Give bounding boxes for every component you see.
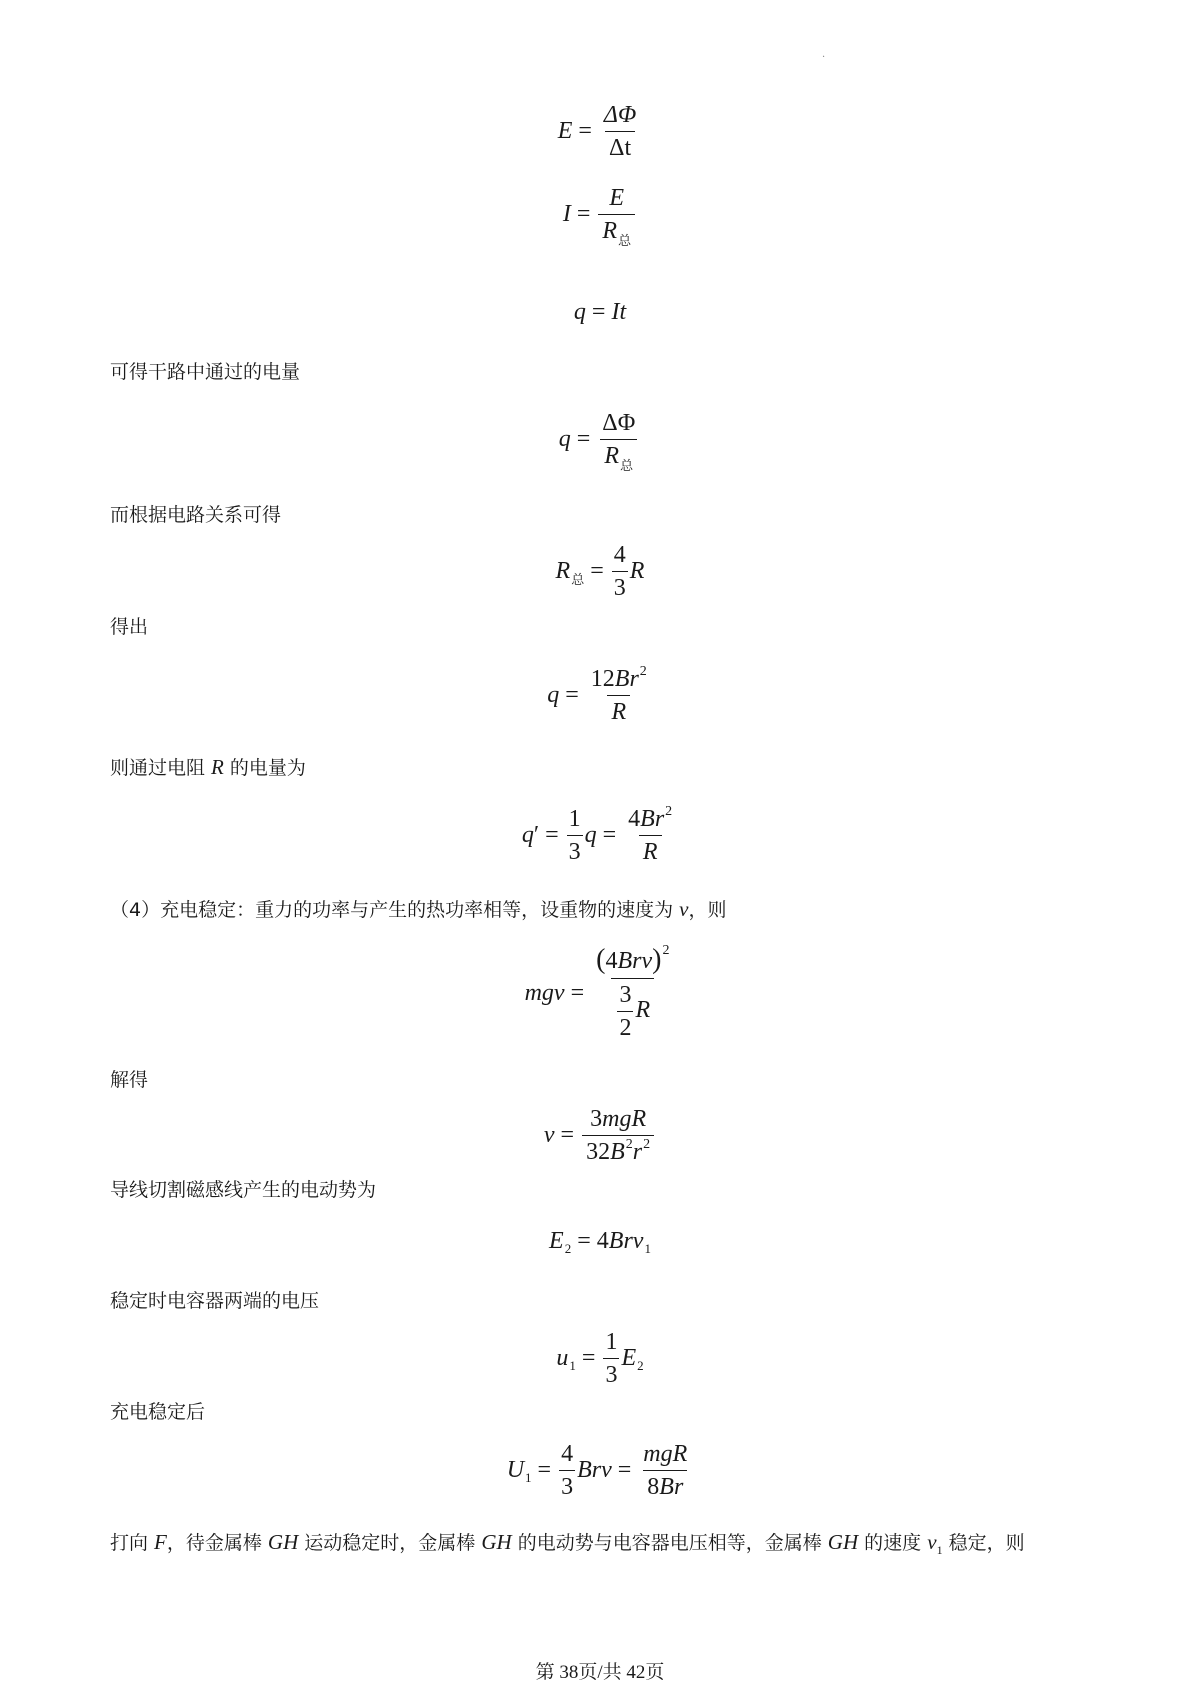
page-footer: 第 38页/共 42页 [535,1662,665,1683]
paragraph-solve: 解得 [110,1069,149,1091]
paragraph-part-4: （4）充电稳定：重力的功率与产生的热功率相等，设重物的速度为 v，则 [110,897,727,921]
equation-charge-flux: q = $\frac{\Delta\Phi}{R_总}$ [558,410,636,473]
equation-velocity: v = $\frac{\text{3mgR}}{32B^2r^2}$ [0,1107,1200,1164]
equation-charge: q = I t [573,299,627,325]
equation-capacitor-voltage: u 1 = $\frac{1}{3}$ E 2 [556,1329,644,1388]
equation-resistor-charge: q ′ = $\frac{1}{3}$ q = $\frac{4Br^2}{R}$ [521,804,673,865]
equation-total-resistance: R 总 = $\frac{4}{3}$ R [555,542,645,601]
equation-power-balance: m g v = $(4Brv)^2$ $\frac{3}{2}$ R [524,943,670,1041]
paragraph-resistor-charge: 则通过电阻 R 的电量为 [110,755,306,779]
equation-U1: U 1 = $\frac{4}{3}$ B r v = $\frac{\text{mgR}}{8Br}$ [506,1441,688,1500]
paragraph-circuit-relation: 而根据电路关系可得 [110,504,282,526]
equation-emf-2: E 2 = 4 B r v 1 [549,1228,651,1256]
paragraph-main-circuit-charge: 可得干路中通过的电量 [110,361,301,383]
paragraph-switch-to-F: 打向 F，待金属棒 GH 运动稳定时，金属棒 GH 的电动势与电容器电压相等，金属棒 GH 的速度 $v_1$ 稳定，则 [110,1530,1025,1557]
equation-current: I = $\frac{E}{R_总}$ [0,186,1200,243]
paragraph-after-charging: 充电稳定后 [110,1401,206,1423]
paragraph-capacitor-voltage: 稳定时电容器两端的电压 [110,1290,320,1312]
stray-mark: · [822,52,826,63]
equation-emf: E = $\frac{\Delta\Phi}{\Delta t}$ [557,102,637,161]
paragraph-motional-emf: 导线切割磁感线产生的电动势为 [110,1179,377,1201]
paragraph-result: 得出 [110,616,149,638]
equation-charge-result: q = $\frac{12Br^2}{R}$ [547,664,647,725]
